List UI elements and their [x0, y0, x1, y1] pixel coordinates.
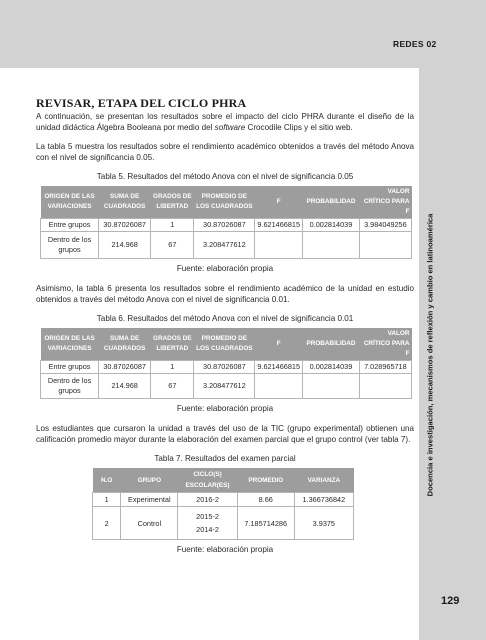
table-row — [41, 374, 412, 399]
table5-header-sum: SUMA DE CUADRADOS — [99, 186, 151, 219]
table-cell — [303, 374, 360, 399]
page-number: 129 — [441, 595, 460, 607]
table6-source: Fuente: elaboración propia — [176, 404, 274, 413]
table6-header-mean: PROMEDIO DE LOS CUADRADOS — [194, 328, 255, 361]
intro-paragraph — [36, 111, 414, 133]
table6-header-df: GRADOS DE LIBERTAD — [151, 328, 194, 361]
table-row — [41, 232, 412, 259]
table-cell: 3.9375 — [294, 507, 353, 540]
table6-header-prob: PROBABILIDAD — [303, 328, 360, 361]
intro-text-b: Crocodile Clips y el sitio web. — [245, 123, 353, 132]
table-cell: Dentro de los grupos — [41, 374, 99, 399]
table-cell: 2 — [93, 507, 121, 540]
section-title: REVISAR, ETAPA DEL CICLO PHRA — [36, 96, 247, 110]
table6-header-row — [41, 328, 412, 361]
table-cell: 9.621466815 — [255, 361, 303, 374]
table7 — [92, 468, 354, 540]
table-cell: 2015-2 2014-2 — [178, 507, 237, 540]
running-header: REDES 02 — [393, 39, 437, 49]
table7-caption: Tabla 7. Resultados del examen parcial — [154, 454, 296, 463]
table-cell: 3.208477612 — [194, 374, 255, 399]
table-cell: 0.002814039 — [303, 219, 360, 232]
intro-text-emphasis: software — [214, 123, 246, 132]
top-header-band — [0, 0, 486, 68]
table-cell: Dentro de los grupos — [41, 232, 99, 259]
table-row — [41, 219, 412, 232]
table-cell: 214.968 — [99, 374, 151, 399]
table-cell: 30.87026087 — [99, 361, 151, 374]
table6-header-origin: ORIGEN DE LAS VARIACIONES — [41, 328, 99, 361]
table-cell: 1 — [151, 361, 194, 374]
table-cell: 0.002814039 — [303, 361, 360, 374]
table-cell — [303, 232, 360, 259]
table5-header-origin: ORIGEN DE LAS VARIACIONES — [41, 186, 99, 219]
table-cell: Entre grupos — [41, 361, 99, 374]
table-cell — [359, 232, 411, 259]
table-cell: Entre grupos — [41, 219, 99, 232]
table-cell: 7.028965718 — [359, 361, 411, 374]
table7-header-number: N.O — [93, 468, 121, 493]
table5-header-mean: PROMEDIO DE LOS CUADRADOS — [194, 186, 255, 219]
table6-header-sum: SUMA DE CUADRADOS — [99, 328, 151, 361]
table-row — [93, 507, 354, 540]
page-content — [36, 98, 414, 564]
table-cell: 3.208477612 — [194, 232, 255, 259]
table5-header-row — [41, 186, 412, 219]
table-cell: 1.366736842 — [294, 493, 353, 507]
table7-header-variance: VARIANZA — [294, 468, 353, 493]
table5-intro-paragraph: La tabla 5 muestra los resultados sobre el rendimiento académico obtenidos a través del método Anova con el nivel de significancia 0.05. — [36, 142, 414, 162]
table-cell: 1 — [151, 219, 194, 232]
table7-header-group: GRUPO — [121, 468, 178, 493]
table5-header-prob: PROBABILIDAD — [303, 186, 360, 219]
table-cell: 2016-2 — [178, 493, 237, 507]
table-cell: 1 — [93, 493, 121, 507]
table-cell: 214.968 — [99, 232, 151, 259]
table-cell — [255, 232, 303, 259]
table-cell: 30.87026087 — [99, 219, 151, 232]
table-cell: 30.87026087 — [194, 361, 255, 374]
table5-header-df: GRADOS DE LIBERTAD — [151, 186, 194, 219]
intro-text-a: A continuación, se presentan los resultados sobre el impacto del ciclo PHRA durante el diseño de la unidad didáctica Álgebra Booleana por medio del — [36, 112, 414, 132]
side-title: Docencia e investigación, mecanismos de reflexión y cambio en latinoamérica — [425, 213, 435, 497]
table5-header-critical: VALOR CRÍTICO PARA F — [359, 186, 411, 219]
table7-header-row — [93, 468, 354, 493]
table-cell: Control — [121, 507, 178, 540]
table-cell: 9.621466815 — [255, 219, 303, 232]
table6-header-critical: VALOR CRÍTICO PARA F — [359, 328, 411, 361]
table-cell: 7.185714286 — [237, 507, 294, 540]
table-row — [93, 493, 354, 507]
table5-caption: Tabla 5. Resultados del método Anova con el nivel de significancia 0.05 — [96, 172, 354, 181]
table-cell — [359, 374, 411, 399]
table-cell: 67 — [151, 374, 194, 399]
table5 — [40, 186, 412, 259]
table6-intro-paragraph: Asimismo, la tabla 6 presenta los resultados sobre el rendimiento académico de la unidad en estudio obtenidos a través del método Anova con el nivel de significancia 0.01. — [36, 284, 414, 304]
table6 — [40, 328, 412, 399]
side-title-wrap — [421, 213, 439, 497]
table-cell: Experimental — [121, 493, 178, 507]
table-cell: 67 — [151, 232, 194, 259]
table5-source: Fuente: elaboración propia — [176, 264, 274, 273]
table7-intro-paragraph: Los estudiantes que cursaron la unidad a través del uso de la TIC (grupo experimental) obtienen una calificación promedio mayor durante la elaboración del examen parcial que el grupo control (ver tabla 7). — [36, 424, 414, 444]
table6-header-f: F — [255, 328, 303, 361]
table6-caption: Tabla 6. Resultados del método Anova con el nivel de significancia 0.01 — [96, 314, 354, 323]
table-cell: 30.87026087 — [194, 219, 255, 232]
table7-header-cycles: CICLO(S) ESCOLAR(ES) — [178, 468, 237, 493]
table7-source: Fuente: elaboración propia — [176, 545, 274, 554]
table-row — [41, 361, 412, 374]
table-cell: 8.66 — [237, 493, 294, 507]
table-cell: 3.984049256 — [359, 219, 411, 232]
table5-header-f: F — [255, 186, 303, 219]
table-cell — [255, 374, 303, 399]
table7-header-average: PROMEDIO — [237, 468, 294, 493]
